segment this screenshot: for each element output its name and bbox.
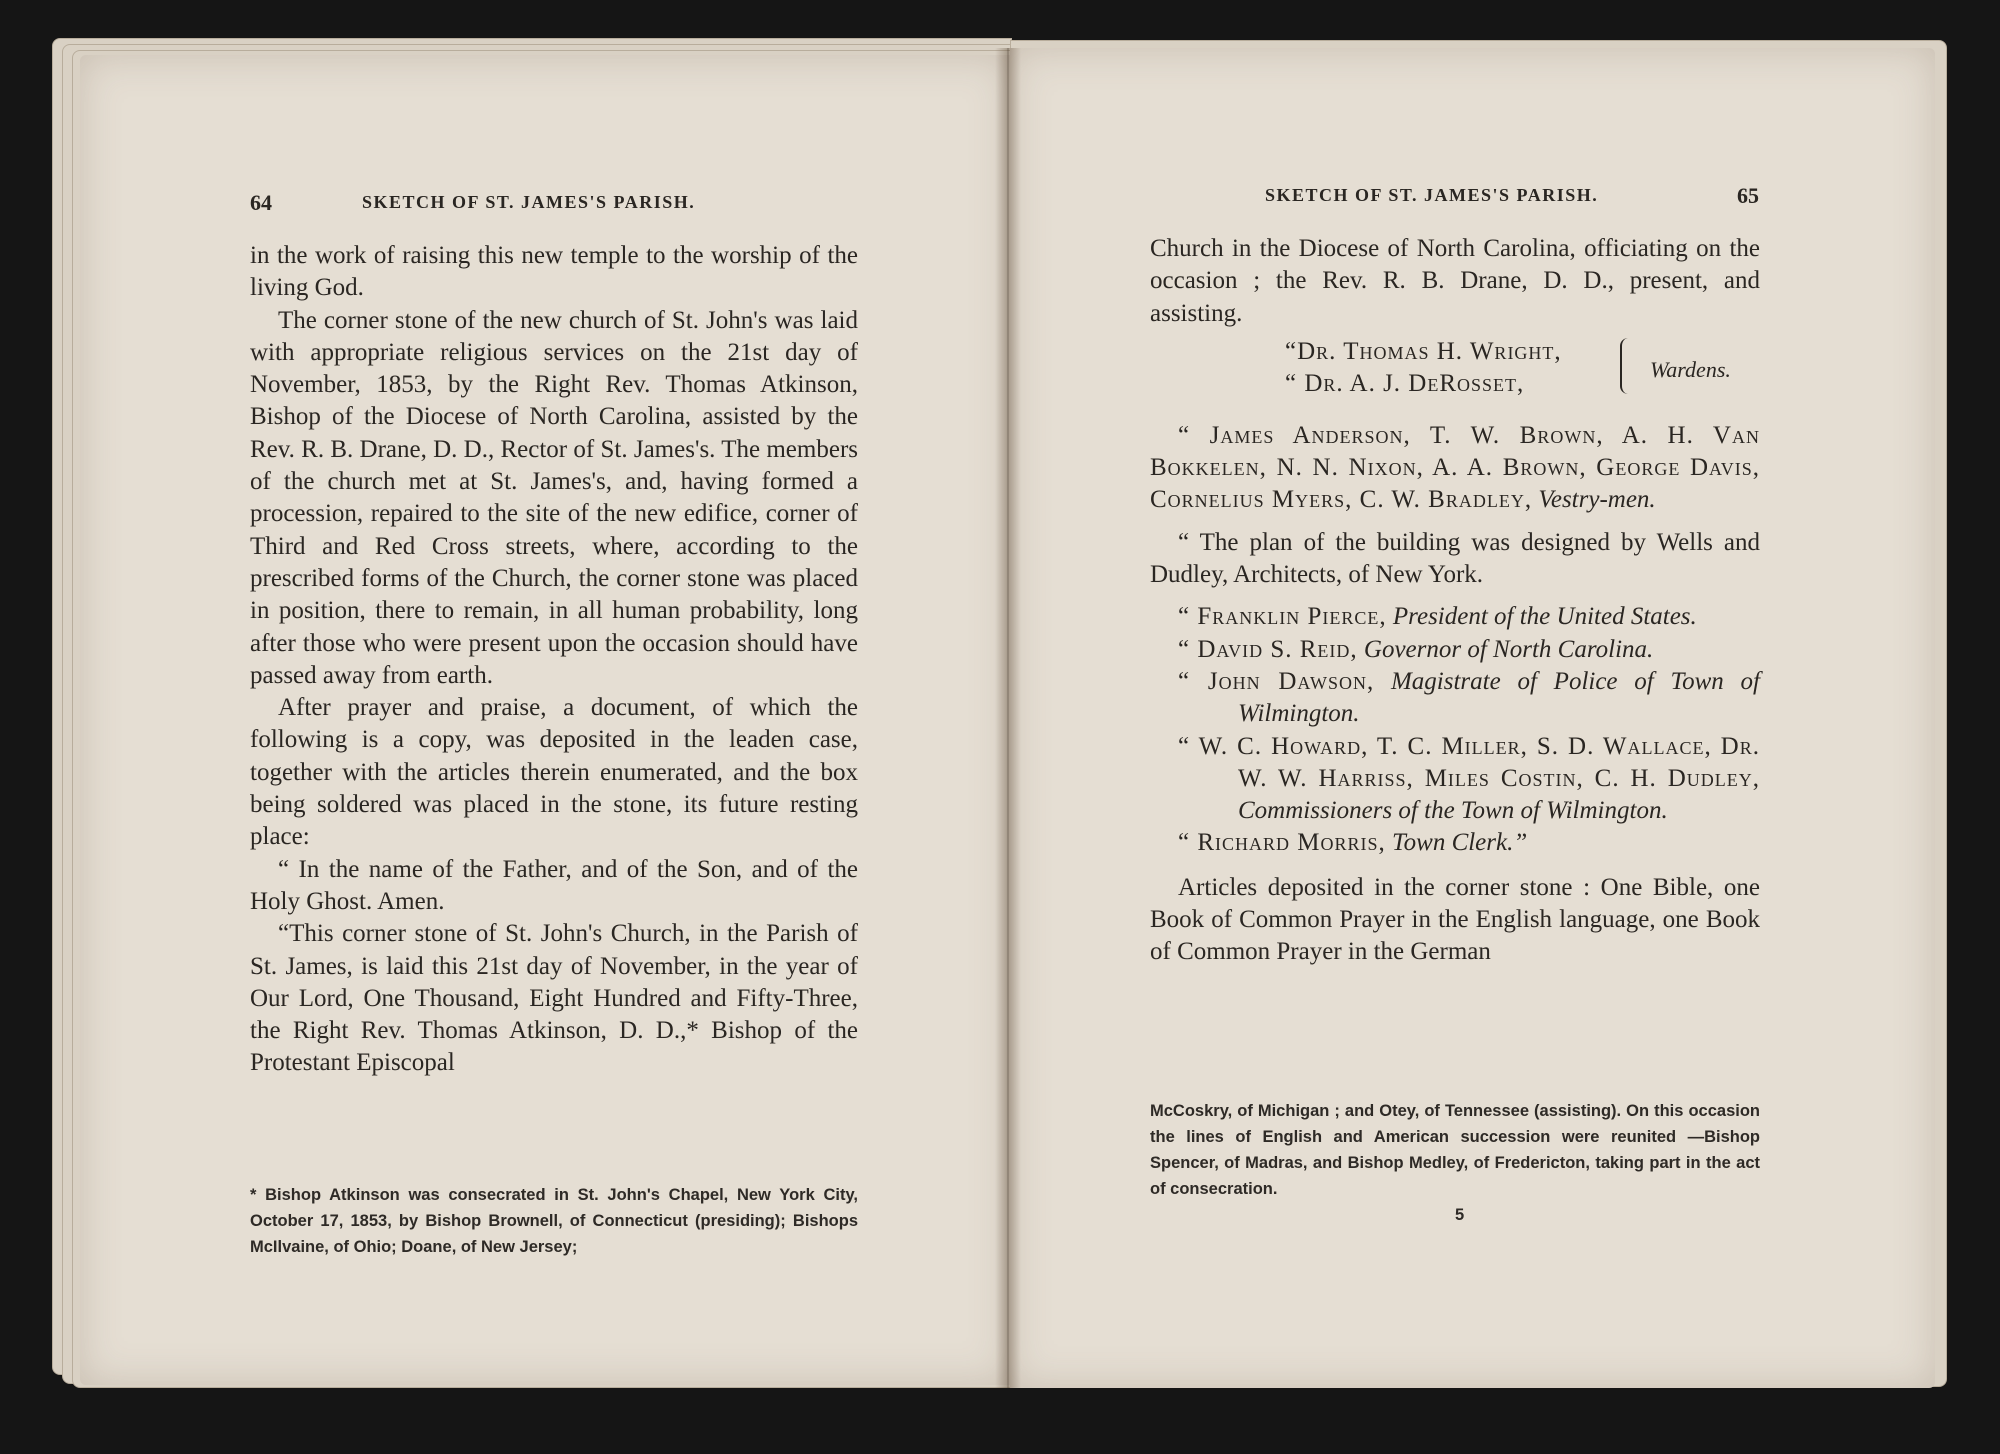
- page-number: 65: [1737, 183, 1759, 208]
- page-number: 64: [250, 190, 272, 215]
- official-name: “ David S. Reid,: [1178, 635, 1358, 663]
- warden-name: “Dr. Thomas H. Wright,: [1285, 337, 1562, 365]
- paragraph: “ In the name of the Father, and of the Son, and of the Holy Ghost. Amen.: [250, 855, 858, 915]
- right-page: [1010, 48, 1935, 1388]
- paragraph: “This corner stone of St. John's Church, in the Parish of St. James, is laid this 21st day of November, in the year of Our Lord, One Thousand, Eight Hundred and Fifty-Three, the Right Rev. Thomas Atkinson, D. D.,* Bishop of the Protestant Episcopal: [250, 920, 858, 1077]
- official-entry: [1178, 634, 1760, 666]
- official-title: Governor of North Carolina.: [1363, 635, 1654, 663]
- official-name: “ Richard Morris,: [1178, 829, 1386, 857]
- signature-mark: 5: [1455, 1206, 1465, 1224]
- footnote: McCoskry, of Michigan ; and Otey, of Tennessee (assisting). On this occasion the lines of English and American succession were reunited —Bishop Spencer, of Madras, and Bishop Medley, of Fredericton, taking part in the act of consecration.: [1150, 1102, 1760, 1198]
- official-title: Commissioners of the Town of Wilmington.: [1238, 797, 1668, 825]
- footnote: * Bishop Atkinson was consecrated in St. John's Chapel, New York City, October 17, 1853, by Bishop Brownell, of Connecticut (presiding); Bishops McIlvaine, of Ohio; Doane, of New Jersey;: [250, 1186, 858, 1256]
- paragraph: After prayer and praise, a document, of which the following is a copy, was deposited in the leaden case, together with the articles therein enumerated, and the box being soldered was placed in the stone, its future resting place:: [250, 694, 858, 851]
- paragraph: [1150, 420, 1760, 517]
- official-name: “ W. C. Howard, T. C. Miller, S. D. Wallace, Dr. W. W. Harriss, Miles Costin, C. H. Dudley,: [1178, 732, 1760, 792]
- official-name: “ Franklin Pierce,: [1178, 603, 1387, 631]
- official-entry: [1178, 827, 1760, 859]
- vestry-label: Vestry-men.: [1538, 486, 1656, 514]
- right-body-text: [1150, 233, 1760, 969]
- official-entry: [1178, 666, 1760, 731]
- paragraph: in the work of raising this new temple to the worship of the living God.: [250, 242, 858, 302]
- paragraph: The corner stone of the new church of St. John's was laid with appropriate religious services on the 21st day of November, 1853, by the Right Rev. Thomas Atkinson, Bishop of the Diocese of North Carolina, assisted by the Rev. R. B. Drane, D. D., Rector of St. James's. The members of the church met at St. James's, and, having formed a procession, repaired to the site of the new edifice, corner of Third and Red Cross streets, where, according to the prescribed forms of the Church, the corner stone was placed in position, there to remain, in all human probability, long after those who were present upon the occasion should have passed away from earth.: [250, 306, 858, 689]
- running-header: SKETCH OF ST. JAMES'S PARISH.: [362, 192, 696, 212]
- warden-name: “ Dr. A. J. DeRosset,: [1285, 369, 1525, 397]
- paragraph: “ The plan of the building was designed by Wells and Dudley, Architects, of New York.: [1150, 528, 1760, 589]
- vestry-names: “ James Anderson, T. W. Brown, A. H. Van Bokkelen, N. N. Nixon, A. A. Brown, George Davis, Cornelius Myers, C. W. Bradley,: [1150, 421, 1760, 514]
- wardens-label: Wardens.: [1650, 356, 1731, 382]
- official-entry: [1178, 731, 1760, 828]
- brace: [1620, 338, 1632, 394]
- book-gutter: [995, 48, 1021, 1388]
- running-header: SKETCH OF ST. JAMES'S PARISH.: [1265, 185, 1599, 205]
- official-entry: [1178, 601, 1760, 633]
- officials-list: [1150, 601, 1760, 859]
- official-title: Magistrate of Police of Town of Wilmington.: [1238, 667, 1760, 728]
- official-name: “ John Dawson,: [1178, 667, 1375, 695]
- left-body-text: [250, 240, 858, 1080]
- official-title: Town Clerk.”: [1392, 829, 1528, 857]
- wardens-block: [1150, 336, 1760, 410]
- paragraph: Church in the Diocese of North Carolina, officiating on the occasion ; the Rev. R. B. Drane, D. D., present, and assisting.: [1150, 235, 1760, 327]
- official-title: President of the United States.: [1392, 603, 1697, 631]
- paragraph: Articles deposited in the corner stone : One Bible, one Book of Common Prayer in the English language, one Book of Common Prayer in the German: [1150, 873, 1760, 966]
- left-page: [80, 55, 1010, 1385]
